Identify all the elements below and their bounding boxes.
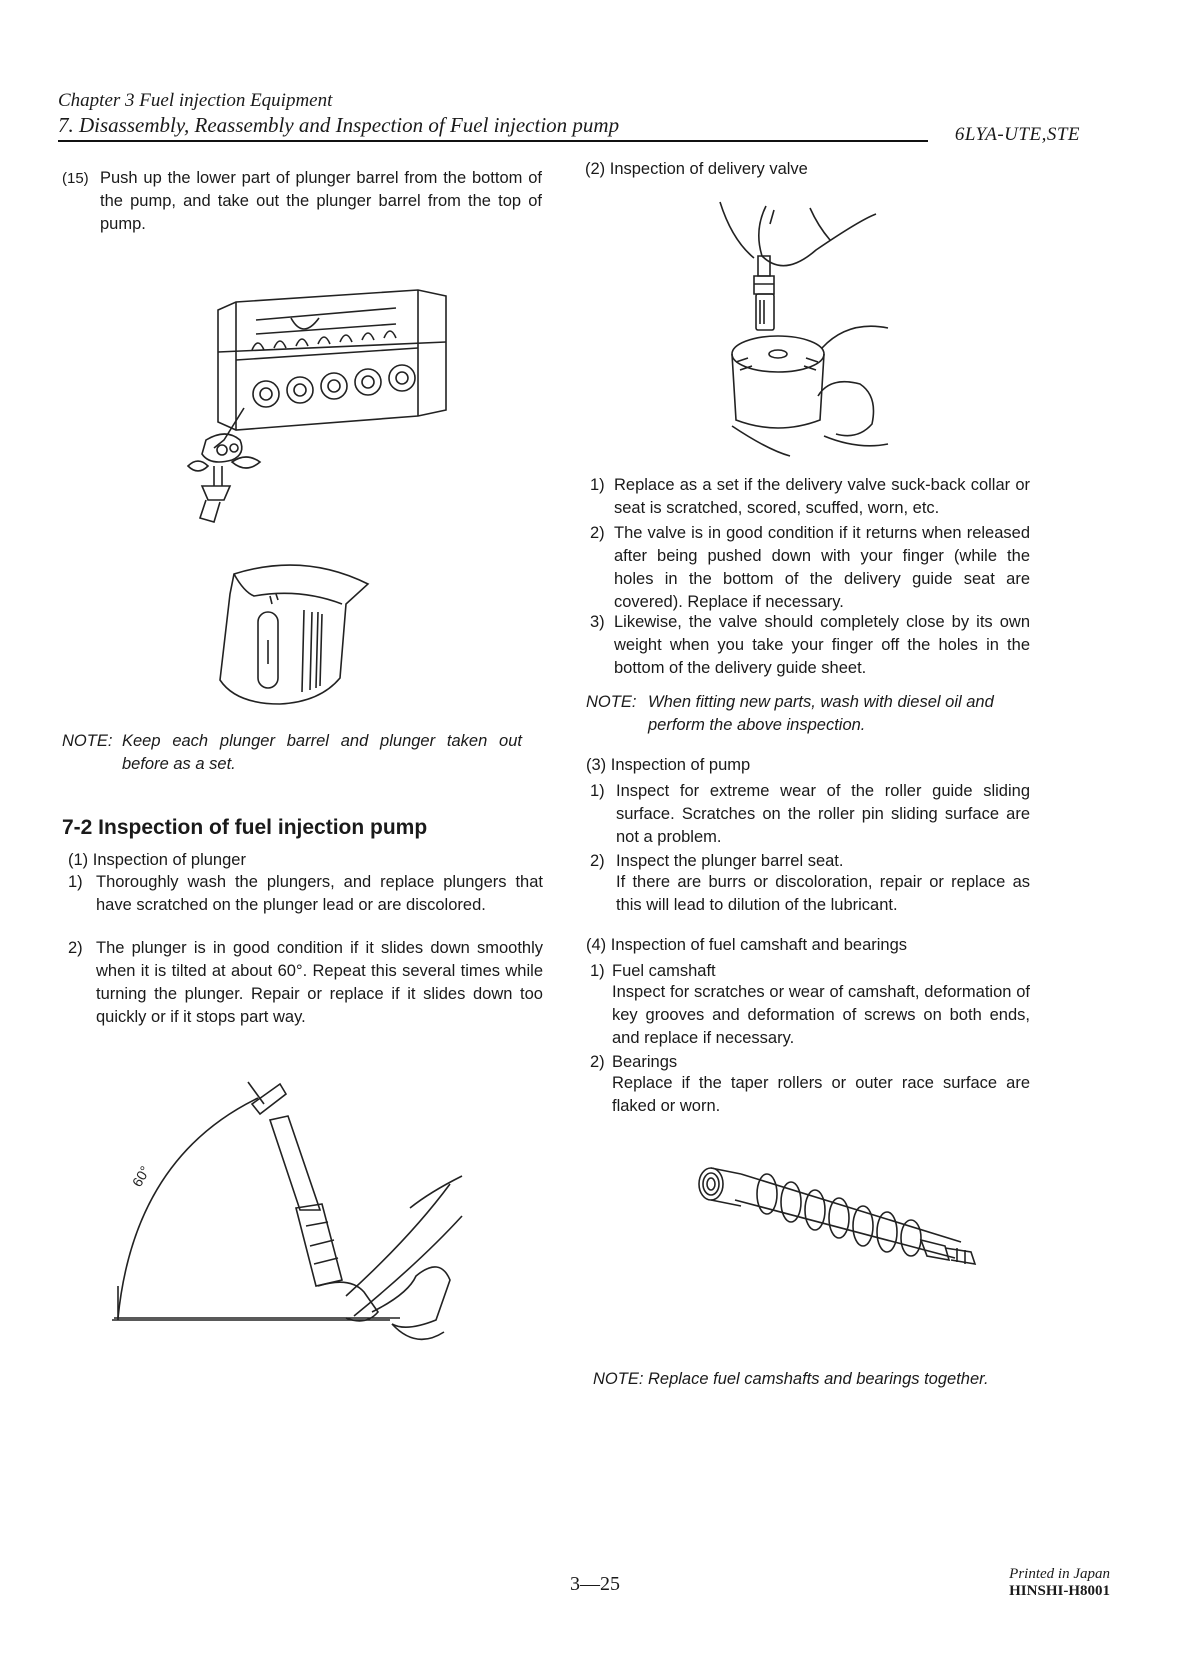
note2-line-2: perform the above inspection. [648, 716, 866, 734]
pump-item-2-line-2: If there are burrs or discoloration, repair or replace as this will lead to dilution of the lubricant. [616, 873, 1030, 914]
note-text: Keep each plunger barrel and plunger taken out before as a set. [122, 732, 522, 773]
cam-item-1-text: Inspect for scratches or wear of camshaft, deformation of key grooves and deformation of screws on both ends, and replace if necessary. [612, 983, 1030, 1047]
pump-item-1-number: 1) [590, 782, 605, 800]
note-label: NOTE: [62, 732, 113, 750]
delivery-valve-illustration [718, 200, 888, 460]
plunger-barrel-illustration [214, 560, 364, 720]
angle-label: 60° [128, 1163, 154, 1190]
plunger-item-2-text: The plunger is in good condition if it slides down smoothly when it is tilted at about 60°. Repeat this several times while turning the plunger. Repair or replace if it slides down too quickly or if it stops part way. [96, 939, 543, 1026]
step-15-text: Push up the lower part of plunger barrel from the bottom of the pump, and take out the plunger barrel from the top of pump. [100, 169, 542, 233]
subheading-delivery-valve: (2) Inspection of delivery valve [585, 160, 808, 178]
step-15-number: (15) [62, 170, 89, 187]
subheading-camshaft: (4) Inspection of fuel camshaft and bearings [586, 936, 908, 954]
dv-item-1-text: Replace as a set if the delivery valve suck-back collar or seat is scratched, scored, scuffed, worn, etc. [614, 476, 1030, 517]
section-title: 7. Disassembly, Reassembly and Inspection of Fuel injection pump [58, 113, 620, 137]
delivery-valve-item-1 [590, 474, 1030, 520]
step-15 [62, 167, 542, 239]
chapter-title: Chapter 3 Fuel injection Equipment [58, 90, 333, 111]
pump-item-2-number: 2) [590, 852, 605, 870]
plunger-item-2 [68, 937, 543, 1033]
subheading-plunger: (1) Inspection of plunger [68, 851, 246, 869]
dv-item-2-number: 2) [590, 524, 605, 542]
cam-item-2-number: 2) [590, 1053, 605, 1071]
pump-item-2-line-1: Inspect the plunger barrel seat. [616, 852, 844, 870]
note-camshaft: NOTE: Replace fuel camshafts and bearings together. [593, 1370, 989, 1388]
pump-item-2 [590, 850, 1030, 920]
page-number: 3—25 [570, 1573, 620, 1595]
dv-item-3-text: Likewise, the valve should completely close by its own weight when you take your finger off the holes in the bottom of the delivery guide sheet. [614, 613, 1030, 677]
cam-item-1-number: 1) [590, 962, 605, 980]
delivery-valve-item-2 [590, 522, 1030, 614]
plunger-item-1-number: 1) [68, 873, 83, 891]
dv-item-2-text: The valve is in good condition if it returns when released after being pushed down with your finger (while the holes in the bottom of the delivery guide seat are covered). Replace if necessary. [614, 524, 1030, 611]
plunger-60-degree-illustration [110, 1080, 510, 1360]
model-code: 6LYA-UTE,STE [954, 124, 1080, 145]
section-heading: 7-2 Inspection of fuel injection pump [62, 816, 428, 839]
note-diesel-oil [586, 691, 1030, 739]
pump-item-1-text: Inspect for extreme wear of the roller guide sliding surface. Scratches on the roller pin sliding surface are not a problem. [616, 782, 1030, 846]
printed-in: Printed in Japan [1009, 1566, 1110, 1582]
plunger-item-1-text: Thoroughly wash the plungers, and replace plungers that have scratched on the plunger lead or are discolored. [96, 873, 543, 914]
plunger-item-2-number: 2) [68, 939, 83, 957]
pump-item-1 [590, 780, 1030, 850]
camshaft-item-2 [590, 1051, 1030, 1121]
dv-item-3-number: 3) [590, 613, 605, 631]
document-code: HINSHI-H8001 [1009, 1583, 1110, 1599]
subheading-pump: (3) Inspection of pump [586, 756, 751, 774]
delivery-valve-item-3 [590, 611, 1030, 681]
cam-item-2-title: Bearings [612, 1053, 678, 1071]
plunger-bores [253, 365, 415, 407]
note2-label: NOTE: [586, 693, 637, 711]
plunger-item-1 [68, 871, 543, 943]
note-plunger-set [62, 730, 522, 780]
dv-item-1-number: 1) [590, 476, 605, 494]
header-rule [58, 140, 928, 142]
cam-item-1-title: Fuel camshaft [612, 962, 716, 980]
note2-line-1: When fitting new parts, wash with diesel oil and [648, 693, 994, 711]
camshaft-illustration [695, 1160, 985, 1270]
camshaft-item-1 [590, 960, 1030, 1050]
pump-disassembly-illustration [196, 290, 456, 560]
cam-item-2-text: Replace if the taper rollers or outer race surface are flaked or worn. [612, 1074, 1030, 1115]
